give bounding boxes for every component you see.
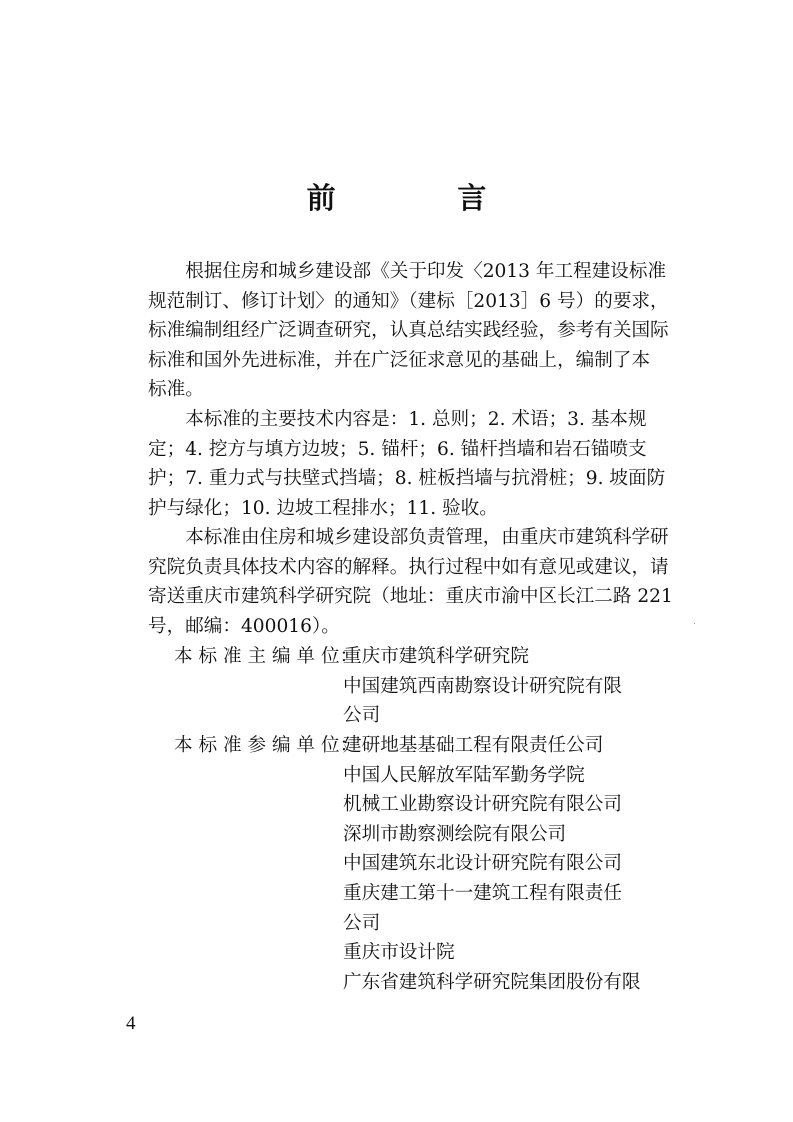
chief-editor-section: [148, 642, 688, 731]
paragraph-line: 寄送重庆市建筑科学研究院（地址：重庆市渝中区长江二路 221: [148, 586, 673, 608]
paragraph-line: 根据住房和城乡建设部《关于印发〈2013 年工程建设标准: [185, 261, 667, 282]
page-number: 4: [126, 1013, 136, 1034]
paragraph-line: 本标准由住房和城乡建设部负责管理，由重庆市建筑科学研: [185, 527, 669, 548]
organization-item: 重庆建工第十一建筑工程有限责任: [343, 882, 622, 904]
paragraph-line: 标准和国外先进标准，并在广泛征求意见的基础上，编制了本: [148, 349, 651, 371]
paragraph-line: 标准。: [148, 379, 204, 401]
paragraph-line: 究院负责具体技术内容的解释。执行过程中如有意见或建议，请: [148, 556, 669, 578]
participating-label: 本 标 准 参 编 单 位：: [174, 735, 359, 756]
chief-editor-label: 本 标 准 主 编 单 位：: [174, 646, 359, 667]
participating-section: [148, 731, 688, 997]
paragraph-line: 规范制订、修订计划〉的通知》（建标［2013］6 号）的要求，: [148, 290, 669, 312]
paragraph-line: 本标准的主要技术内容是：1. 总则；2. 术语；3. 基本规: [185, 409, 647, 430]
organization-item: 建研地基基础工程有限责任公司: [343, 735, 604, 756]
paragraph-line: 号，邮编：400016）。: [148, 615, 340, 637]
organization-item: 重庆市建筑科学研究院: [343, 646, 529, 667]
paragraph-3: [148, 523, 673, 641]
paragraph-line: 护；7. 重力式与扶壁式挡墙；8. 桩板挡墙与抗滑桩；9. 坡面防: [148, 468, 666, 490]
organization-item: 重庆市设计院: [343, 942, 455, 964]
paragraph-1: [148, 257, 669, 405]
chief-editor-list: [343, 642, 622, 731]
paragraph-line: 定；4. 挖方与填方边坡；5. 锚杆；6. 锚杆挡墙和岩石锚喷支: [148, 438, 647, 460]
paragraph-2: [148, 405, 664, 523]
organization-item: 公司: [343, 912, 381, 934]
page-title: 前 言: [306, 181, 533, 215]
organization-item: 广东省建筑科学研究院集团股份有限: [343, 971, 641, 993]
organization-item: 公司: [343, 705, 381, 727]
participating-list: [343, 731, 641, 997]
paragraph-line: 标准编制组经广泛调查研究，认真总结实践经验，参考有关国际: [148, 320, 669, 342]
paragraph-line: 护与绿化；10. 边坡工程排水；11. 验收。: [148, 497, 498, 519]
organization-item: 深圳市勘察测绘院有限公司: [343, 823, 567, 845]
organization-item: 中国建筑东北设计研究院有限公司: [343, 853, 622, 875]
scan-speck: [694, 623, 695, 624]
organization-item: 中国建筑西南勘察设计研究院有限: [343, 675, 622, 697]
organization-item: 机械工业勘察设计研究院有限公司: [343, 794, 622, 816]
organization-item: 中国人民解放军陆军勤务学院: [343, 764, 585, 786]
